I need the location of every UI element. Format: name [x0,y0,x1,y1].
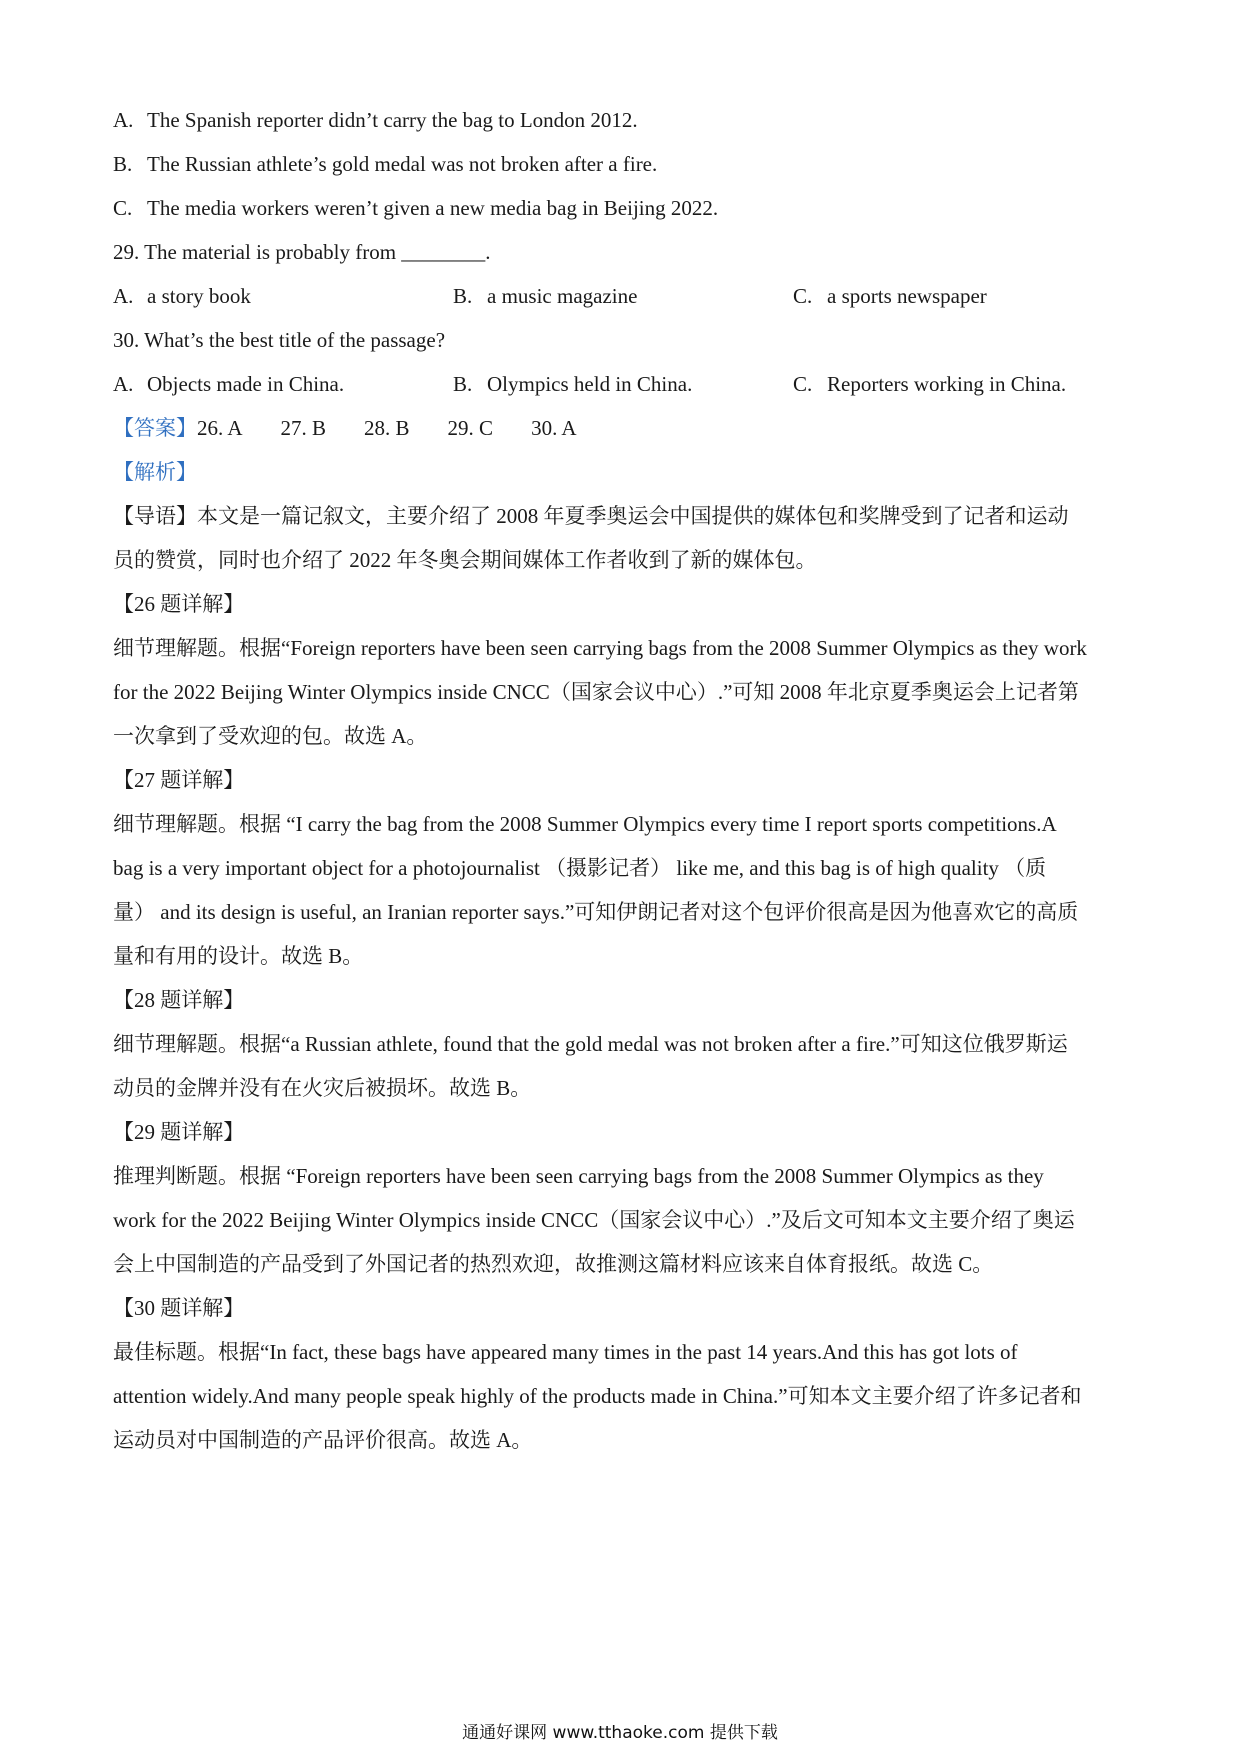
page-footer: 通通好课网 www.tthaoke.com 提供下载 [462,1723,778,1743]
body-line: bag is a very important object for a photojournalist （摄影记者） like me, and this bag is of high quality （质 [113,856,1047,880]
q29-option-b: B. a music magazine [453,284,638,308]
body-line: 【导语】本文是一篇记叙文，主要介绍了 2008 年夏季奥运会中国提供的媒体包和奖牌受到了记者和运动 [113,504,1069,528]
body-line: 一次拿到了受欢迎的包。故选 A。 [113,724,428,748]
answer-item: 30. A [531,416,577,440]
body-line: 员的赞赏，同时也介绍了 2022 年冬奥会期间媒体工作者收到了新的媒体包。 [113,548,817,572]
q28-option-b: B. The Russian athlete’s gold medal was not broken after a fire. [113,152,658,176]
q30-option-c: C. Reporters working in China. [793,372,1067,396]
body-line: 会上中国制造的产品受到了外国记者的热烈欢迎，故推测这篇材料应该来自体育报纸。故选 C。 [113,1252,994,1276]
body-line: attention widely.And many people speak highly of the products made in China.”可知本文主要介绍了许多记者和 [113,1384,1082,1408]
q30-option-a: A. Objects made in China. [113,372,345,396]
q28-option-c: C. The media workers weren’t given a new media bag in Beijing 2022. [113,196,719,220]
q29-option-a: A. a story book [113,284,251,308]
answer-label: 【答案】 [113,416,197,440]
section-heading-27: 【27 题详解】 [113,768,245,792]
body-line: 量） and its design is useful, an Iranian reporter says.”可知伊朗记者对这个包评价很高是因为他喜欢它的高质 [113,900,1079,924]
answer-item: 29. C [447,416,494,440]
body-line: for the 2022 Beijing Winter Olympics inside CNCC（国家会议中心）.”可知 2008 年北京夏季奥运会上记者第 [113,680,1079,704]
body-line: 动员的金牌并没有在火灾后被损坏。故选 B。 [113,1076,532,1100]
section-heading-29: 【29 题详解】 [113,1120,245,1144]
analysis-label: 【解析】 [113,460,197,484]
answer-item: 27. B [280,416,327,440]
body-line: 运动员对中国制造的产品评价很高。故选 A。 [113,1428,533,1452]
q28-option-a: A. The Spanish reporter didn’t carry the bag to London 2012. [113,108,638,132]
body-line: 量和有用的设计。故选 B。 [113,944,364,968]
q29-stem: 29. The material is probably from ________. [113,240,491,264]
answer-item: 28. B [364,416,410,440]
section-heading-26: 【26 题详解】 [113,592,245,616]
body-line: 细节理解题。根据“Foreign reporters have been seen carrying bags from the 2008 Summer Olympics as they work [113,636,1087,660]
section-heading-28: 【28 题详解】 [113,988,245,1012]
body-line: 细节理解题。根据“a Russian athlete, found that the gold medal was not broken after a fire.”可知这位俄罗斯运 [113,1032,1068,1056]
body-line: 推理判断题。根据 “Foreign reporters have been seen carrying bags from the 2008 Summer Olympics as they [113,1164,1044,1188]
body-line: work for the 2022 Beijing Winter Olympics inside CNCC（国家会议中心）.”及后文可知本文主要介绍了奥运 [113,1208,1075,1232]
q29-option-c: C. a sports newspaper [793,284,987,308]
q30-stem: 30. What’s the best title of the passage? [113,328,446,352]
section-heading-30: 【30 题详解】 [113,1296,245,1320]
body-line: 最佳标题。根据“In fact, these bags have appeared many times in the past 14 years.And this has got lots of [113,1340,1018,1364]
q30-option-b: B. Olympics held in China. [453,372,693,396]
answer-item: 26. A [197,416,243,440]
answer-line [113,415,1143,441]
body-line: 细节理解题。根据 “I carry the bag from the 2008 Summer Olympics every time I report sports competitions.A [113,812,1057,836]
